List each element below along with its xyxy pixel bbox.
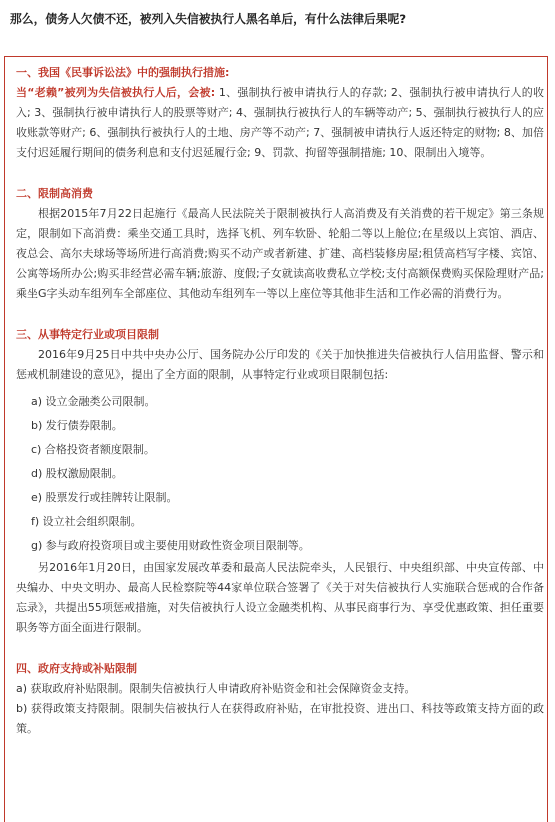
section-1-lead: 当“老赖”被列为失信被执行人后，会被: bbox=[16, 86, 216, 99]
section-3-intro: 2016年9月25日中共中央办公厅、国务院办公厅印发的《关于加快推进失信被执行人信用监督、警示和惩戒机制建设的意见》，提出了全方面的限制，从事特定行业或项目限制包括: bbox=[16, 348, 544, 381]
article-heading: 那么，债务人欠债不还，被列入失信被执行人黑名单后，有什么法律后果呢? bbox=[10, 12, 407, 26]
section-1-paragraph bbox=[16, 83, 544, 163]
section-3-item-b: b) 发行债券限制。 bbox=[31, 419, 123, 432]
section-4-title: 四、政府支持或补贴限制 bbox=[16, 662, 137, 675]
section-2-title: 二、限制高消费 bbox=[16, 187, 93, 200]
section-1-title: 一、我国《民事诉讼法》中的强制执行措施: bbox=[16, 66, 230, 79]
article-body bbox=[16, 63, 544, 739]
section-3-item-f: f) 设立社会组织限制。 bbox=[31, 515, 142, 528]
section-3-extra: 另2016年1月20日，由国家发展改革委和最高人民法院牵头，人民银行、中央组织部、中央宣传部、中央编办、中央文明办、最高人民检察院等44家单位联合签署了《关于对失信被执行人实施联合惩戒的合作备忘录》，共提出55项惩戒措施，对失信被执行人设立金融类机构、从事民商事行为、享受优惠政策、担任重要职务等方面全面进行限制。 bbox=[16, 561, 544, 634]
section-3-title: 三、从事特定行业或项目限制 bbox=[16, 328, 159, 341]
section-3-item-d: d) 股权激励限制。 bbox=[31, 467, 123, 480]
section-2-paragraph: 根据2015年7月22日起施行《最高人民法院关于限制被执行人高消费及有关消费的若干规定》第三条规定，限制如下高消费：乘坐交通工具时，选择飞机、列车软卧、轮船二等以上舱位;在星级以上宾馆、酒店、夜总会、高尔夫球场等场所进行高消费;购买不动产或者新建、扩建、高档装修房屋;租赁高档写字楼、宾馆、公寓等场所办公;购买非经营必需车辆;旅游、度假;子女就读高收费私立学校;支付高额保费购买保险理财产品;乘坐G字头动车组列车全部座位、其他动车组列车一等以上座位等其他非生活和工作必需的消费行为。 bbox=[16, 207, 544, 300]
section-3-item-e: e) 股票发行或挂牌转让限制。 bbox=[31, 491, 178, 504]
section-3-item-c: c) 合格投资者额度限制。 bbox=[31, 443, 155, 456]
section-3-item-g: g) 参与政府投资项目或主要使用财政性资金项目限制等。 bbox=[31, 539, 310, 552]
section-4-item-a: a) 获取政府补贴限制。限制失信被执行人申请政府补贴资金和社会保障资金支持。 bbox=[16, 682, 416, 695]
section-4-item-b: b) 获得政策支持限制。限制失信被执行人在获得政府补贴，在审批投资、进出口、科技等政策支持方面的政策。 bbox=[16, 702, 544, 735]
section-3-item-a: a) 设立金融类公司限制。 bbox=[31, 395, 156, 408]
section-1-body: 1、强制执行被申请执行人的存款; 2、强制执行被申请执行人的收入; 3、强制执行被申请执行人的股票等财产; 4、强制执行被执行人的车辆等动产; 5、强制执行被执行人的应收账款等财产; 6、强制执行被执行人的土地、房产等不动产; 7、强制被申请执行人返还特定的财物; 8、加倍支付迟延履行期间的债务利息和支付迟延履行金; 9、罚款、拘留等强制措施; 10、限制出入境等。 bbox=[16, 86, 544, 159]
